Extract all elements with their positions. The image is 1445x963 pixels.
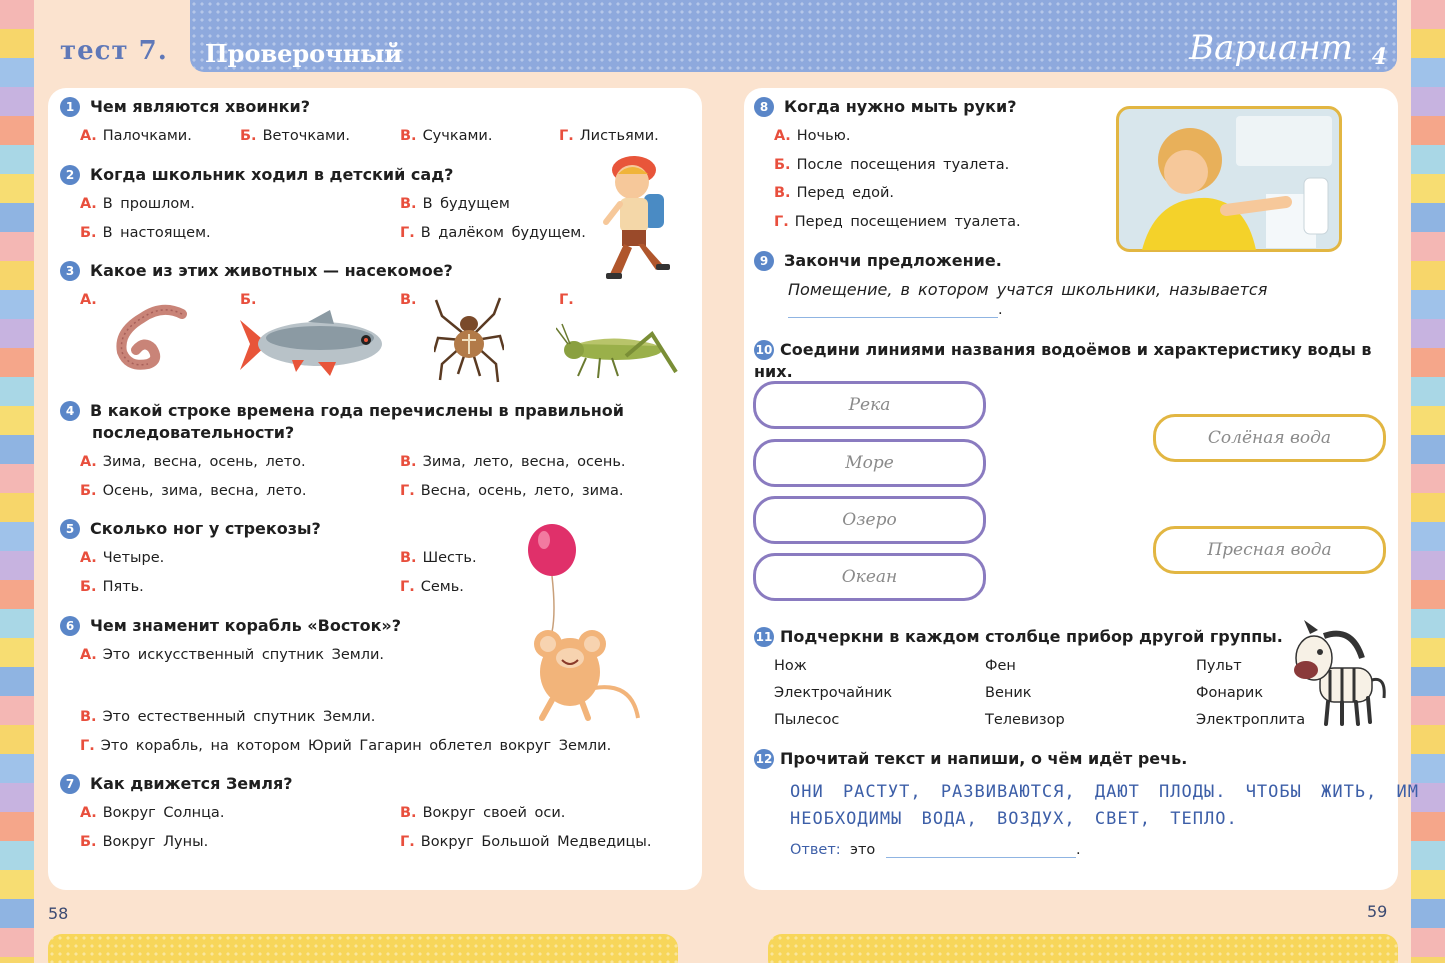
option-text: В далёком будущем. <box>420 225 586 241</box>
spider-image[interactable] <box>434 294 504 386</box>
question-number: 4 <box>60 401 80 421</box>
right-decorative-stripe <box>1411 0 1445 963</box>
test-type: Проверочный <box>205 39 403 68</box>
option[interactable] <box>400 834 651 850</box>
option[interactable] <box>559 128 659 144</box>
option-letter: Г. <box>774 214 789 230</box>
bottom-band-left <box>48 934 678 963</box>
option[interactable] <box>400 454 625 470</box>
question-5 <box>60 518 321 540</box>
water-body-sea[interactable]: Море <box>753 439 986 487</box>
appliance-item[interactable]: Пылесос <box>774 712 840 728</box>
option-label[interactable] <box>559 292 580 308</box>
option-text: Листьями. <box>579 128 659 144</box>
option[interactable] <box>80 579 144 595</box>
option[interactable] <box>400 805 565 821</box>
variant-number: 4 <box>1371 44 1387 70</box>
question-4-continued: последовательности? <box>92 423 295 442</box>
option-letter: В. <box>400 196 417 212</box>
question-text: Соедини линиями названия водоёмов и характеристику воды в них. <box>754 340 1372 381</box>
question-6 <box>60 615 401 637</box>
option-letter: А. <box>80 196 97 212</box>
schoolboy-illustration <box>598 152 678 287</box>
option[interactable] <box>400 196 510 212</box>
option-text: Зима, весна, осень, лето. <box>102 454 306 470</box>
option[interactable] <box>240 128 350 144</box>
bottom-band-right <box>768 934 1398 963</box>
question-text: В какой строке времена года перечислены в правильной <box>90 401 624 420</box>
answer-label: Ответ: <box>790 842 841 858</box>
option-text: Перед посещением туалета. <box>794 214 1021 230</box>
question-number: 12 <box>754 749 774 769</box>
option-letter: Г. <box>400 225 415 241</box>
option[interactable] <box>80 834 208 850</box>
question-text: Подчеркни в каждом столбце прибор другой группы. <box>780 627 1283 646</box>
option[interactable] <box>80 128 192 144</box>
option-text: Пять. <box>102 579 144 595</box>
option-text: Вокруг Большой Медведицы. <box>420 834 652 850</box>
option-letter: Б. <box>80 483 97 499</box>
option-letter: В. <box>400 805 417 821</box>
appliance-item[interactable]: Веник <box>985 685 1032 701</box>
option-letter: А. <box>80 805 97 821</box>
option-letter: Г. <box>400 483 415 499</box>
water-body-river[interactable]: Река <box>753 381 986 429</box>
question-text: Чем знаменит корабль «Восток»? <box>90 616 402 635</box>
question-number: 5 <box>60 519 80 539</box>
question-1 <box>60 96 310 118</box>
option-letter: Б. <box>240 128 257 144</box>
right-page-card <box>744 88 1419 890</box>
option[interactable] <box>774 185 894 201</box>
option-text: Вокруг своей оси. <box>422 805 566 821</box>
reading-text-line-2: НЕОБХОДИМЫ ВОДА, ВОЗДУХ, СВЕТ, ТЕПЛО. <box>790 809 1238 829</box>
question-4 <box>60 400 624 422</box>
option-label[interactable] <box>80 292 103 308</box>
option[interactable] <box>774 214 1021 230</box>
question-number: 11 <box>754 627 774 647</box>
left-decorative-stripe <box>0 0 34 963</box>
characteristic-fresh-water[interactable]: Пресная вода <box>1153 526 1386 574</box>
worm-image[interactable] <box>102 302 192 374</box>
option[interactable] <box>80 483 306 499</box>
option[interactable] <box>400 483 623 499</box>
option-text: Осень, зима, весна, лето. <box>102 483 307 499</box>
test-label: тест 7. <box>60 36 168 66</box>
appliance-item[interactable]: Фен <box>985 658 1016 674</box>
option[interactable] <box>80 709 375 725</box>
option-label[interactable] <box>400 292 423 308</box>
option[interactable] <box>80 196 195 212</box>
question-10 <box>754 339 1398 383</box>
option-text: Ночью. <box>796 128 851 144</box>
option-text: Сучками. <box>422 128 493 144</box>
option-letter: В. <box>80 709 97 725</box>
option[interactable] <box>80 550 164 566</box>
question-text: Сколько ног у стрекозы? <box>90 519 321 538</box>
question-number: 2 <box>60 165 80 185</box>
option-text: Шесть. <box>422 550 477 566</box>
question-7 <box>60 773 293 795</box>
variant-label: Вариант <box>1189 28 1353 68</box>
question-number: 7 <box>60 774 80 794</box>
appliance-item[interactable]: Телевизор <box>985 712 1065 728</box>
option-letter: Г. <box>400 579 415 595</box>
option-letter: В. <box>400 292 417 308</box>
question-text: Когда нужно мыть руки? <box>784 97 1017 116</box>
question-text: Как движется Земля? <box>90 774 293 793</box>
page-number-right: 59 <box>1367 902 1388 921</box>
option-letter: В. <box>400 454 417 470</box>
option-text: Это корабль, на котором Юрий Гагарин облетел вокруг Земли. <box>100 738 612 754</box>
reading-text-line-1: ОНИ РАСТУТ, РАЗВИВАЮТСЯ, ДАЮТ ПЛОДЫ. ЧТОБЫ ЖИТЬ, ИМ <box>790 782 1419 802</box>
option-letter: А. <box>80 454 97 470</box>
option-letter: В. <box>774 185 791 201</box>
option-letter: А. <box>80 647 97 663</box>
option[interactable] <box>400 225 586 241</box>
appliance-item[interactable]: Нож <box>774 658 807 674</box>
option-text: В настоящем. <box>102 225 211 241</box>
sentence-end: . <box>998 302 1003 318</box>
option-text: В прошлом. <box>102 196 195 212</box>
option-letter: Б. <box>240 292 257 308</box>
question-number: 8 <box>754 97 774 117</box>
option-text: Семь. <box>420 579 464 595</box>
option[interactable] <box>80 225 211 241</box>
option[interactable] <box>400 579 464 595</box>
water-body-lake[interactable]: Озеро <box>753 496 986 544</box>
option-letter: Б. <box>774 157 791 173</box>
sentence-to-complete: Помещение, в котором учатся школьники, называется <box>788 280 1268 299</box>
question-number: 10 <box>754 340 774 360</box>
answer-prefix: это <box>850 842 876 858</box>
question-11 <box>754 626 1283 648</box>
option-letter: В. <box>400 128 417 144</box>
question-text: Когда школьник ходил в детский сад? <box>90 165 454 184</box>
option-text: Веточками. <box>262 128 350 144</box>
option[interactable] <box>80 647 384 663</box>
option-letter: Г. <box>80 738 95 754</box>
appliance-item[interactable]: Электрочайник <box>774 685 893 701</box>
question-3 <box>60 260 453 282</box>
question-number: 9 <box>754 251 774 271</box>
option-text: Вокруг Солнца. <box>102 805 225 821</box>
option-text: Палочками. <box>102 128 192 144</box>
appliance-item[interactable]: Пульт <box>1196 658 1242 674</box>
option-letter: А. <box>80 292 97 308</box>
option[interactable] <box>774 157 1009 173</box>
option-letter: Б. <box>80 579 97 595</box>
option-text: Это искусственный спутник Земли. <box>102 647 385 663</box>
appliance-item[interactable]: Электроплита <box>1196 712 1306 728</box>
fish-image[interactable] <box>238 308 398 380</box>
question-2 <box>60 164 453 186</box>
option-letter: Б. <box>80 834 97 850</box>
option-text: Перед едой. <box>796 185 894 201</box>
zebra-illustration <box>1290 618 1388 728</box>
option-letter: Б. <box>80 225 97 241</box>
option-text: Весна, осень, лето, зима. <box>420 483 624 499</box>
question-number: 3 <box>60 261 80 281</box>
option-letter: А. <box>80 128 97 144</box>
option[interactable] <box>80 738 611 754</box>
question-number: 6 <box>60 616 80 636</box>
question-text: Закончи предложение. <box>784 251 1002 270</box>
option-letter: А. <box>774 128 791 144</box>
option[interactable] <box>80 805 224 821</box>
question-text: Чем являются хвоинки? <box>90 97 311 116</box>
question-12 <box>754 748 1187 770</box>
balloon-mouse-illustration <box>522 522 652 722</box>
option-letter: Г. <box>559 128 574 144</box>
answer-end: . <box>1076 842 1081 858</box>
option-letter: Г. <box>400 834 415 850</box>
answer-line[interactable] <box>788 302 998 318</box>
question-text: Прочитай текст и напиши, о чём идёт речь. <box>780 749 1188 768</box>
left-page-card <box>48 88 702 890</box>
option[interactable] <box>774 128 850 144</box>
option-text: Вокруг Луны. <box>102 834 209 850</box>
option-letter: Г. <box>559 292 574 308</box>
hand-washing-photo <box>1116 106 1342 252</box>
page-number-left: 58 <box>48 904 69 923</box>
option-text: Четыре. <box>102 550 165 566</box>
appliance-item[interactable]: Фонарик <box>1196 685 1264 701</box>
question-9 <box>754 250 1002 272</box>
characteristic-salt-water[interactable]: Солёная вода <box>1153 414 1386 462</box>
option-letter: А. <box>80 550 97 566</box>
water-body-ocean[interactable]: Океан <box>753 553 986 601</box>
question-number: 1 <box>60 97 80 117</box>
option-text: Зима, лето, весна, осень. <box>422 454 626 470</box>
option[interactable] <box>400 550 477 566</box>
question-text: Какое из этих животных — насекомое? <box>90 261 453 280</box>
option[interactable] <box>400 128 492 144</box>
grasshopper-image[interactable] <box>556 322 686 380</box>
option-text: Это естественный спутник Земли. <box>102 709 376 725</box>
answer-line[interactable] <box>886 840 1076 858</box>
question-8 <box>754 96 1016 118</box>
option-label[interactable] <box>240 292 263 308</box>
option-text: В будущем <box>422 196 510 212</box>
option-text: После посещения туалета. <box>796 157 1010 173</box>
option-letter: В. <box>400 550 417 566</box>
option[interactable] <box>80 454 306 470</box>
